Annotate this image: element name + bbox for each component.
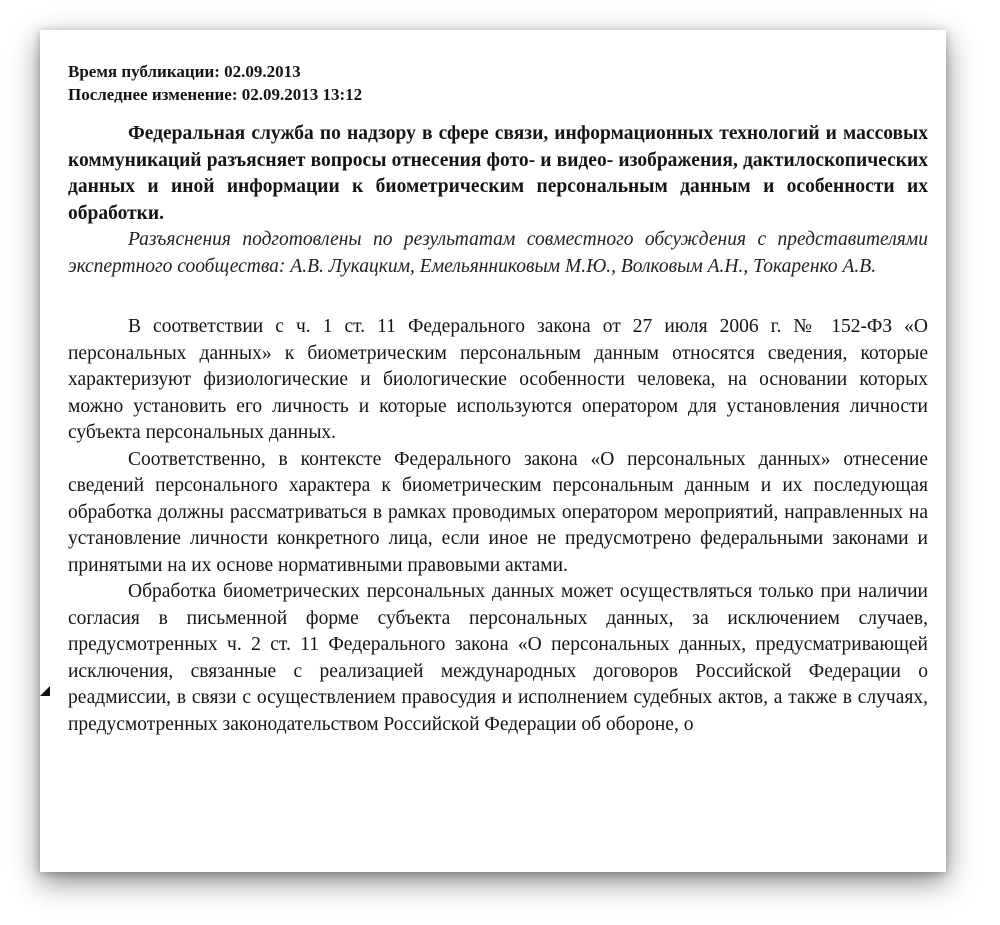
paragraph-3: Обработка биометрических персональных данных может осуществляться только при наличии согласия в письменной форме субъекта персональных данных, за исключением случаев, предусмотренных ч. 2 ст. 11 Федерального закона «О персональных данных, предусматривающей исключения, связанные с реализацией международных договоров Российской Федерации о реадмиссии, в связи с осуществлением правосудия и исполнением судебных актов, а также в случаях, предусмотренных законодательством Российской Федерации об обороне, о	[68, 581, 928, 735]
document-content	[68, 60, 928, 738]
paragraph-1: В соответствии с ч. 1 ст. 11 Федерального закона от 27 июля 2006 г. № 152-ФЗ «О персональных данных» к биометрическим персональным данным относятся сведения, которые характеризуют физиологические и биологические особенности человека, на основании которых можно установить его личность и которые используются оператором для установления личности субъекта персональных данных.	[68, 316, 928, 443]
paragraph-2: Соответственно, в контексте Федерального закона «О персональных данных» отнесение сведений персонального характера к биометрическим персональным данным и их последующая обработка должны рассматриваться в рамках проводимых оператором мероприятий, направленных на установление личности конкретного лица, если иное не предусмотрено федеральными законами и принятыми на их основе нормативными правовыми актами.	[68, 448, 928, 576]
document-title: Федеральная служба по надзору в сфере связи, информационных технологий и массовых коммуникаций разъясняет вопросы отнесения фото- и видео- изображения, дактилоскопических данных и иной информации к биометрическим персональным данным и особенности их обработки.	[68, 123, 928, 224]
document-body	[68, 314, 928, 738]
document-page	[40, 30, 946, 872]
publication-meta	[68, 60, 928, 106]
modified-date: Последнее изменение: 02.09.2013 13:12	[68, 85, 363, 104]
paragraph-marker-icon	[40, 686, 50, 696]
document-subtitle: Разъяснения подготовлены по результатам совместного обсуждения с представителями экспертного сообщества: А.В. Лукацким, Емельянниковым М.Ю., Волковым А.Н., Токаренко А.В.	[68, 229, 928, 277]
published-date: Время публикации: 02.09.2013	[68, 62, 301, 81]
